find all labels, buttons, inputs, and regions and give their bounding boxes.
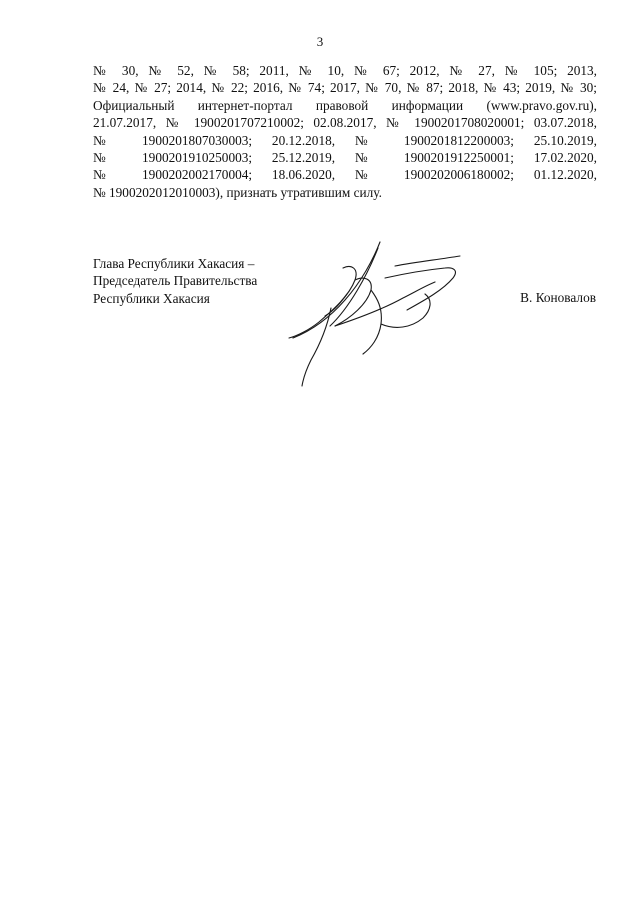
signatory-title-line: Республики Хакасия — [93, 290, 210, 306]
signer-name: В. Коновалов — [520, 290, 596, 305]
signatory-title — [93, 255, 257, 307]
body-line: Официальный интернет-портал правовой информации (www.pravo.gov.ru), — [93, 97, 597, 113]
page-number: 3 — [316, 34, 324, 49]
signatory-title-line: Глава Республики Хакасия – — [93, 256, 255, 271]
body-line: № 30, № 52, № 58; 2011, № 10, № 67; 2012, № 27, № 105; 2013, — [93, 63, 597, 78]
body-line: № 1900202002170004; 18.06.2020, № 1900202006180002; 01.12.2020, — [93, 167, 597, 183]
signatory-title-line: Председатель Правительства — [93, 273, 258, 289]
handwritten-signature — [275, 238, 475, 388]
body-line: № 1900201910250003; 25.12.2019, № 1900201912250001; 17.02.2020, — [93, 149, 597, 165]
body-line: № 24, № 27; 2014, № 22; 2016, № 74; 2017, № 70, № 87; 2018, № 43; 2019, № 30; — [93, 80, 597, 96]
body-text — [93, 62, 597, 201]
body-line: 21.07.2017, № 1900201707210002; 02.08.2017, № 1900201708020001; 03.07.2018, — [93, 115, 597, 131]
body-line: № 1900201807030003; 20.12.2018, № 1900201812200003; 25.10.2019, — [93, 132, 597, 148]
body-line-last: № 1900202012010003), признать утратившим силу. — [93, 184, 382, 200]
